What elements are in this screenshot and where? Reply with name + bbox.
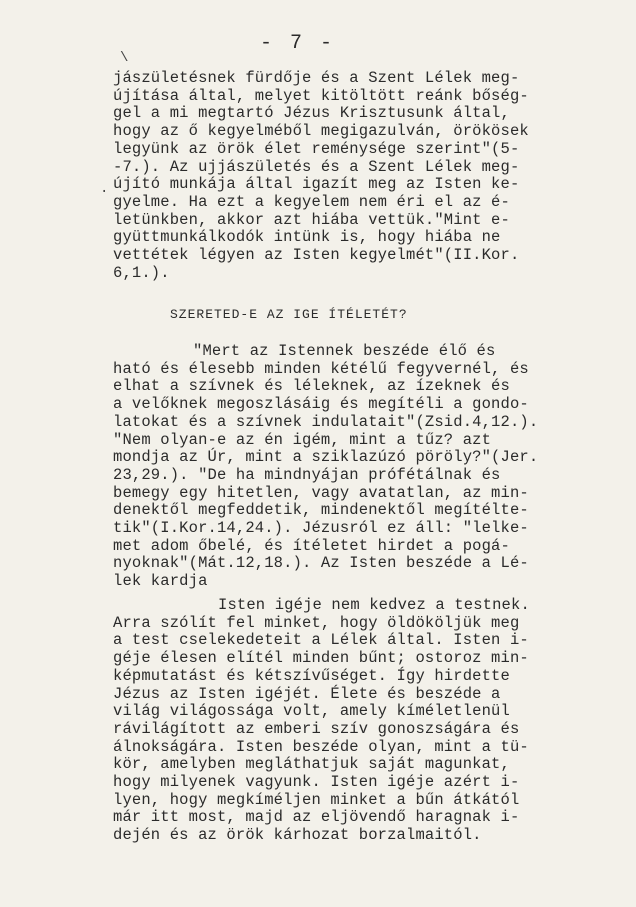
text-line: álnokságára. Isten beszéde olyan, mint a tü-: [113, 737, 529, 756]
text-line: letünkben, akkor azt hiába vettük."Mint e-: [113, 210, 510, 229]
text-line: újítása által, melyet kitöltött reánk bőség-: [113, 86, 529, 105]
section-heading: SZERETED-E AZ IGE ÍTÉLETÉT?: [170, 307, 408, 322]
text-line: gyelme. Ha ezt a kegyelem nem éri el az é-: [113, 192, 510, 211]
text-line: -7.). Az ujjászületés és a Szent Lélek meg-: [113, 157, 520, 176]
text-line: hogy milyenek vagyunk. Isten igéje azért i-: [113, 773, 520, 792]
text-line: nyoknak"(Mát.12,18.). Az Isten beszéde a Lé-: [113, 554, 529, 573]
text-line: bemegy egy hitetlen, vagy avatatlan, az min-: [113, 483, 529, 502]
page-number: - 7 -: [260, 32, 336, 55]
text-line: gyüttmunkálkodók intünk is, hogy hiába ne: [113, 228, 501, 247]
text-line: tik"(I.Kor.14,24.). Jézusról ez áll: "lelke-: [113, 519, 529, 538]
text-line: met adom őbelé, és ítéletet hirdet a pogá-: [113, 536, 510, 555]
text-line: latokat és a szívnek indulatait"(Zsid.4,12.).: [113, 412, 539, 431]
text-line: kör, amelyben megláthatjuk saját magunkat,: [113, 755, 510, 774]
text-line: 23,29.). "De ha mindnyájan prófétálnak és: [113, 465, 501, 484]
text-line: a test cselekedeteit a Lélek által. Isten i-: [113, 631, 529, 650]
text-line: "Mert az Istennek beszéde élő és: [193, 342, 496, 360]
text-line: már itt most, majd az eljövendő haragnak i-: [113, 808, 520, 827]
text-line: 6,1.).: [113, 263, 170, 282]
text-line: újító munkája által igazít meg az Isten ke-: [113, 175, 520, 194]
text-line: jászületésnek fürdője és a Szent Lélek meg-: [113, 69, 520, 87]
margin-mark: \: [120, 50, 129, 66]
text-line: denektől megfeddetik, mindenektől megítélte-: [113, 501, 529, 520]
margin-dot: ·: [100, 184, 109, 200]
text-line: mondja az Úr, mint a sziklazúzó pöröly?"(Jer.: [113, 448, 539, 467]
text-line: Isten igéje nem kedvez a testnek.: [218, 596, 530, 614]
text-line: vettétek légyen az Isten kegyelmét"(II.Kor.: [113, 246, 520, 265]
text-line: Jézus az Isten igéjét. Élete és beszéde a: [113, 684, 501, 703]
text-line: legyünk az örök élet reménysége szerint"(5-: [113, 139, 520, 158]
paragraph-scripture: [113, 343, 613, 591]
text-line: képmutatást és kétszívűséget. Így hirdette: [113, 666, 510, 685]
text-line: világ világossága volt, amely kíméletlenül: [113, 702, 510, 721]
text-line: hogy az ő kegyelméből megigazulván, örökösek: [113, 122, 529, 141]
text-line: gel a mi megtartó Jézus Krisztusunk által,: [113, 104, 510, 123]
text-line: ható és élesebb minden kétélű fegyvernél, és: [113, 359, 529, 378]
text-line: lyen, hogy megkíméljen minket a bűn átkától: [113, 790, 520, 809]
paragraph-continuation: [113, 70, 613, 282]
text-line: rávilágított az emberi szív gonoszságára és: [113, 719, 520, 738]
text-line: "Nem olyan-e az én igém, mint a tűz? azt: [113, 430, 492, 449]
paragraph-word-of-god: [113, 597, 613, 845]
text-line: dején és az örök kárhozat borzalmaitól.: [113, 826, 482, 845]
text-line: Arra szólít fel minket, hogy öldököljük meg: [113, 613, 520, 632]
text-line: elhat a szívnek és léleknek, az ízeknek és: [113, 377, 510, 396]
text-line: géje élesen elítél minden bűnt; ostoroz min-: [113, 649, 529, 668]
text-line: a velőknek megoszlásáig és megítéli a gondo-: [113, 395, 529, 414]
text-line: lek kardja: [113, 572, 208, 591]
